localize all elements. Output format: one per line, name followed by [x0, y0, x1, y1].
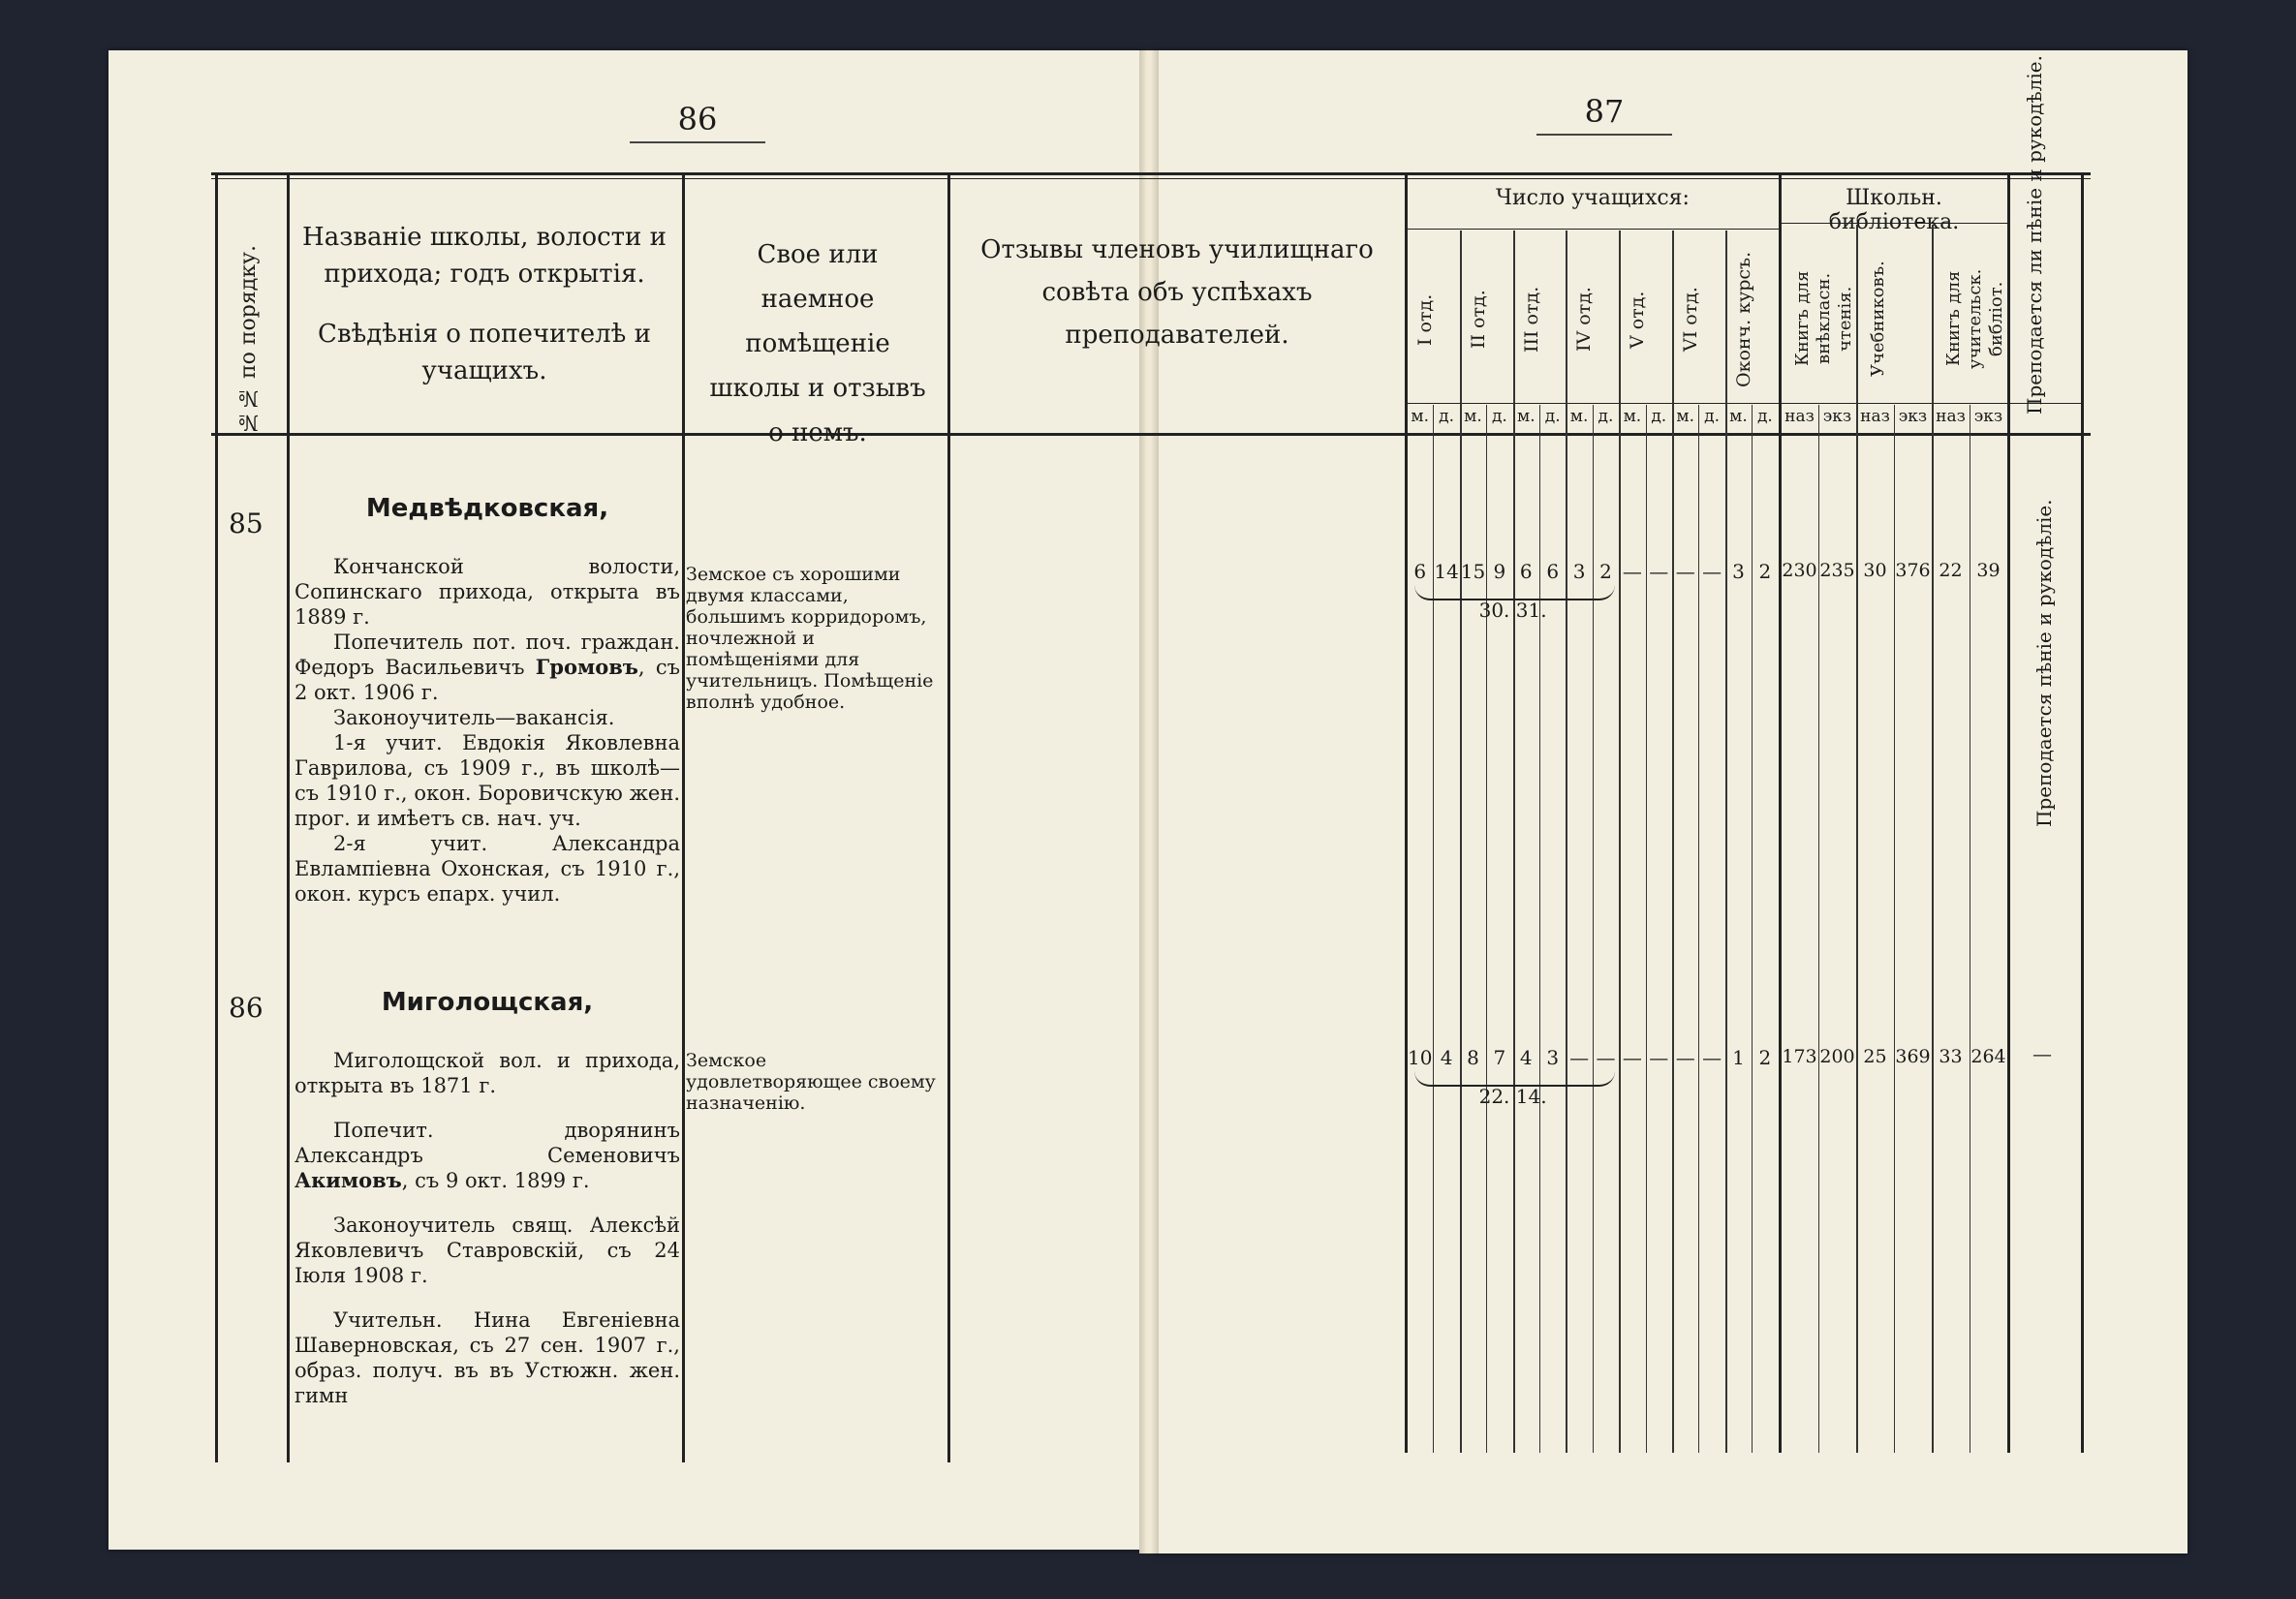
row-85-pupil-value: 6: [1546, 560, 1560, 583]
header-col-review: Отзывы членовъ училищнаго совѣта объ успѣхахъ преподавателей.: [980, 235, 1374, 350]
row-86-pupil-value: —: [1702, 1046, 1722, 1069]
col-border-name: [682, 174, 685, 1462]
col-border-right: [2081, 174, 2084, 1453]
header-library-col-2: Учебниковъ.: [1868, 261, 1888, 377]
row-86-trustee-name: Акимовъ: [295, 1168, 402, 1192]
header-d: д.: [1439, 407, 1455, 426]
row-86-teacher1: Учительн. Нина Евгеніевна Шаверновская, съ 27 сен. 1907 г., образ. получ. въ въ Устюжн. жен. гимн: [295, 1308, 680, 1407]
row-86-trustee: [295, 1118, 680, 1193]
row-85-pupil-value: —: [1622, 560, 1642, 583]
row-86-pupil-value: —: [1675, 1046, 1695, 1069]
row-85-place: Кончанской волости, Сопинскаго прихода, открыта въ 1889 г.: [295, 555, 680, 629]
row-85-number: 85: [229, 507, 264, 539]
row-85-pupil-value: —: [1702, 560, 1722, 583]
table-top-rule: [211, 172, 2091, 175]
row-85-singing: Преподается пѣніе и рукодѣліе.: [2032, 499, 2056, 827]
row-86-pupil-value: 8: [1467, 1046, 1479, 1069]
row-86-trustee-post: , съ 9 окт. 1899 г.: [401, 1169, 590, 1192]
row-86-pupil-value: 7: [1493, 1046, 1506, 1069]
row-86-library-value: 33: [1939, 1046, 1963, 1067]
row-86-pupil-value: —: [1649, 1046, 1669, 1069]
row-86-pupil-value: —: [1569, 1046, 1590, 1069]
header-class-1: I отд.: [1414, 293, 1436, 346]
row-86-trustee-pre: Попечит. дворянинъ Александръ Семеновичъ: [295, 1119, 680, 1167]
row-85-teacher1: 1-я учит. Евдокія Яковлевна Гаврилова, съ 1909 г., въ школѣ—съ 1910 г., окон. Боровичскую жен. прог. и имѣетъ св. нач. уч.: [295, 731, 680, 830]
header-d: д.: [1544, 407, 1561, 426]
row-86-pupil-value: 3: [1546, 1046, 1560, 1069]
header-m: м.: [1729, 407, 1748, 426]
row-86-library-value: 173: [1782, 1046, 1817, 1067]
right-page-number: 87: [1536, 93, 1672, 136]
row-85-pupil-value: 9: [1493, 560, 1506, 583]
row-86-catechist: Законоучитель свящ. Алексѣй Яковлевичъ Ставровскій, съ 24 Іюля 1908 г.: [295, 1214, 680, 1287]
header-m: м.: [1464, 407, 1482, 426]
table-top-rule-thin: [211, 178, 2091, 179]
row-86-library-value: 25: [1863, 1046, 1887, 1067]
header-col-trustee: Свѣдѣнія о попечителѣ и учащихъ.: [318, 320, 651, 385]
row-85-entry: [295, 496, 680, 907]
row-86-number: 86: [229, 992, 264, 1024]
header-class-5: V отд.: [1627, 291, 1649, 349]
row-86-premises: Земское удовлетворяющее своему назначенію.: [686, 1050, 936, 1114]
row-85-trustee: [295, 630, 680, 705]
row-85-teacher2: 2-я учит. Александра Евлампіевна Охонская, съ 1910 г., окон. курсъ епарх. учил.: [295, 832, 680, 906]
row-85-library-value: 30: [1863, 560, 1887, 581]
col-border-no: [287, 174, 290, 1462]
header-class-4: IV отд.: [1573, 287, 1596, 353]
header-class-7: Оконч. курсъ.: [1732, 251, 1754, 388]
row-86-pupil-value: 2: [1758, 1046, 1772, 1069]
row-85-library-value: 39: [1976, 560, 2001, 581]
row-86-library-value: 369: [1895, 1046, 1931, 1067]
row-85-trustee-pre: Попечитель пот. поч. граждан. Федоръ Васильевичъ: [295, 630, 680, 679]
row-86-pupil-value: —: [1622, 1046, 1642, 1069]
row-86-pupil-value: 10: [1407, 1046, 1433, 1069]
row-85-library-value: 376: [1895, 560, 1931, 581]
header-m: м.: [1516, 407, 1536, 426]
row-86-library-value: 200: [1819, 1046, 1855, 1067]
row-85-totals: 30. 31.: [1478, 599, 1547, 622]
row-85-school-name: Медвѣдковская,: [365, 494, 609, 523]
row-85-library-value: 235: [1819, 560, 1855, 581]
header-class-3: III отд.: [1520, 286, 1542, 354]
row-85-pupil-value: 15: [1460, 560, 1486, 583]
header-d: д.: [1651, 407, 1667, 426]
header-naz: наз: [1936, 407, 1966, 426]
header-m: м.: [1411, 407, 1430, 426]
library-title-rule: [1781, 223, 2009, 224]
header-col-name: Названіе школы, волости и прихода; годъ открытія.: [302, 223, 667, 289]
header-eks: экз: [1973, 407, 2003, 426]
header-eks: экз: [1822, 407, 1852, 426]
header-d: д.: [1704, 407, 1721, 426]
row-86-pupil-value: 4: [1519, 1046, 1533, 1069]
header-class-2: II отд.: [1467, 290, 1489, 350]
row-85-pupil-value: 3: [1732, 560, 1745, 583]
row-85-pupil-value: 6: [1413, 560, 1427, 583]
col-border-library: [2007, 174, 2010, 1453]
row-85-premises: Земское съ хорошими двумя классами, большимъ корридоромъ, ночлежной и помѣщеніями для учительницъ. Помѣщеніе вполнѣ удобное.: [686, 564, 934, 713]
header-singing: Преподается ли пѣніе и рукодѣліе.: [2023, 55, 2046, 415]
header-m: м.: [1569, 407, 1589, 426]
col-border-left: [215, 174, 218, 1462]
col-border-pupils: [1779, 174, 1782, 1453]
header-eks: экз: [1898, 407, 1928, 426]
row-86-library-value: 264: [1970, 1046, 2006, 1067]
row-86-school-name: Миголощская,: [381, 988, 594, 1017]
row-85-pupil-value: 14: [1434, 560, 1459, 583]
pupils-title-rule: [1407, 229, 1781, 230]
header-bottom-rule: [211, 433, 2091, 436]
row-85-pupil-value: 3: [1572, 560, 1586, 583]
row-86-place: Миголощской вол. и прихода, открыта въ 1871 г.: [295, 1049, 680, 1097]
header-m: м.: [1623, 407, 1642, 426]
row-85-pupil-value: 2: [1758, 560, 1772, 583]
header-d: д.: [1598, 407, 1614, 426]
row-85-pupil-value: —: [1649, 560, 1669, 583]
header-library-title: Школьн. библіотека.: [1828, 186, 1960, 234]
row-86-totals: 22. 14.: [1478, 1085, 1547, 1108]
header-m: м.: [1676, 407, 1695, 426]
row-85-library-value: 230: [1782, 560, 1817, 581]
row-85-pupil-value: 2: [1599, 560, 1612, 583]
row-86-pupil-value: 1: [1732, 1046, 1745, 1069]
header-naz: наз: [1860, 407, 1890, 426]
row-85-trustee-post: , съ 2 окт. 1906 г.: [295, 656, 680, 704]
row-86-singing: —: [2032, 1042, 2052, 1065]
header-library-col-3: Книгъ для учительск. библіот.: [1943, 268, 2006, 369]
header-naz: наз: [1784, 407, 1815, 426]
row-86-entry: [295, 990, 680, 1408]
header-class-6: VI отд.: [1680, 287, 1701, 353]
header-d: д.: [1491, 407, 1507, 426]
row-85-trustee-name: Громовъ: [535, 655, 638, 679]
header-col-no: №№ по порядку.: [236, 245, 261, 434]
row-86-pupil-value: 4: [1440, 1046, 1453, 1069]
header-pupils-title: Число учащихся:: [1496, 186, 1690, 210]
header-library-col-1: Книгъ для внѣкласн. чтенія.: [1792, 270, 1855, 367]
row-86-pupil-value: —: [1596, 1046, 1616, 1069]
row-85-catechist: Законоучитель—вакансія.: [333, 706, 615, 729]
col-border-premises: [947, 174, 950, 1462]
row-85-pupil-value: 6: [1519, 560, 1533, 583]
header-d: д.: [1756, 407, 1773, 426]
row-85-pupil-value: —: [1675, 560, 1695, 583]
col-border-review: [1405, 174, 1408, 1453]
left-page-number: 86: [630, 101, 765, 143]
header-col-premises: Свое или наемное помѣщеніе школы и отзывъ о немъ.: [709, 240, 926, 447]
md-rule: [1407, 403, 2081, 404]
row-85-library-value: 22: [1939, 560, 1963, 581]
